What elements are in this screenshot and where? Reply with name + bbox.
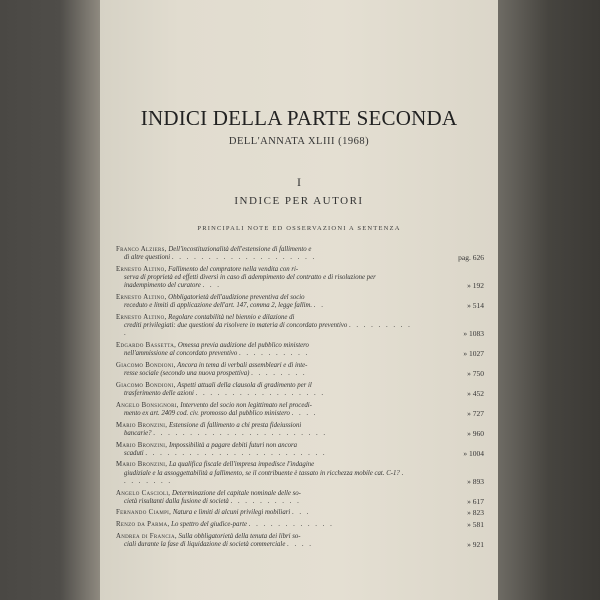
leader-dots: . . . . . . . . . . . . — [248, 521, 334, 529]
entry-title-cont: trasferimento delle azioni — [124, 390, 194, 398]
page-reference: » 823 — [467, 508, 484, 518]
entry-title-cont: receduto e limiti di applicazione dell'art. 147, comma 2, legge fallim. — [124, 302, 313, 310]
page-reference: » 1083 — [463, 329, 484, 339]
entry-title-cont: ciali durante la fase di liquidazione di società commerciale — [124, 541, 286, 549]
leader-dots: . . . — [202, 282, 221, 290]
index-entry — [116, 489, 484, 506]
index-subheading: PRINCIPALI NOTE ED OSSERVAZIONI A SENTENZA — [197, 225, 401, 232]
entry-title: Natura e limiti di alcuni privilegi mobiliari — [171, 509, 291, 517]
entry-title: Obbligatorietà dell'audizione preventiva del socio — [166, 294, 305, 302]
entry-title: Impossibilità a pagare debiti futuri non ancora — [167, 441, 298, 449]
entry-title: Intervento del socio non legittimato nel procedi- — [178, 401, 312, 409]
entry-title-cont: cietà risultanti dalla fusione di società — [124, 497, 229, 505]
index-entry — [116, 381, 484, 399]
entry-title-cont: di altre questioni — [124, 254, 171, 262]
leader-dots: . . . . . . . . . . . . . . . . . . . . . . . . — [153, 429, 328, 437]
leader-dots: . . — [313, 302, 325, 310]
index-entry — [116, 313, 484, 339]
index-entry — [116, 246, 484, 263]
author-name: Andrea di Francia, — [116, 532, 177, 540]
author-name: Edgardo Bassetta, — [116, 342, 177, 350]
page-reference: » 960 — [467, 428, 484, 438]
index-entry — [116, 265, 484, 291]
entry-title: Determinazione del capitale nominale delle so- — [170, 489, 301, 497]
entry-title-cont: resse sociale (secondo una nuova prospettiva) — [124, 370, 250, 378]
leader-dots: . . . . . . . . . . . . . . . . . . . . — [171, 254, 317, 262]
index-entry — [116, 532, 484, 550]
page-reference: » 514 — [467, 301, 484, 311]
author-name: Giacomo Bondioni, — [116, 381, 176, 389]
page-title: INDICI DELLA PARTE SECONDA — [140, 106, 458, 130]
author-name: Ernesto Altino, — [116, 265, 167, 273]
section-number: I — [297, 175, 301, 189]
author-name: Angelo Bonsignori, — [116, 401, 179, 409]
index-entry — [116, 401, 484, 418]
page-reference: » 581 — [467, 520, 484, 530]
page-reference: » 192 — [467, 281, 484, 291]
entry-title-cont: mento ex art. 2409 cod. civ. promosso dal pubblico ministero — [124, 409, 290, 417]
author-name: Ernesto Altino, — [116, 294, 167, 302]
index-entry — [116, 461, 484, 486]
entry-title-cont: crediti privilegiati: due questioni da risolvere in materia di concordato preventivo — [124, 322, 348, 330]
leader-dots: . . . — [291, 509, 311, 517]
author-index-list — [116, 246, 484, 553]
entry-title: Dell'incostituzionalità dell'estensione di fallimento e — [166, 246, 312, 253]
entry-title: Lo spettro del giudice-parte — [169, 521, 247, 529]
page-reference: » 617 — [467, 496, 484, 506]
entry-title: Omessa previa audizione del pubblico ministero — [176, 342, 309, 350]
entry-title-cont: serva di proprietà ed effetti diversi in caso di adempimento del contratto e di risoluzione per inadempimento del curatore — [124, 274, 376, 290]
page-reference: » 921 — [467, 540, 484, 550]
author-name: Mario Bronzini, — [116, 441, 168, 449]
entry-title: Fallimento del compratore nella vendita con ri- — [166, 265, 299, 273]
page-subtitle: DELL'ANNATA XLIII (1968) — [228, 136, 370, 147]
page-reference: » 1004 — [463, 448, 484, 458]
author-name: Mario Bronzini, — [116, 421, 168, 429]
index-entry — [116, 508, 484, 518]
index-entry — [116, 421, 484, 438]
leader-dots: . . . . . . . . . . . . . . . . . . — [195, 390, 326, 398]
author-name: Renzo da Parma, — [116, 521, 170, 529]
background-right — [498, 0, 600, 600]
index-entry — [116, 294, 484, 311]
leader-dots: . . . . — [287, 541, 313, 549]
leader-dots: . . . . . . . . — [124, 469, 406, 485]
entry-title-cont: scaduti — [124, 449, 144, 457]
leader-dots: . . . . . . . . . . — [230, 497, 301, 505]
author-name: Angelo Cascioli, — [116, 489, 171, 497]
page-reference: pag. 626 — [458, 253, 484, 263]
leader-dots: . . . . . . . . . . — [238, 350, 310, 358]
background-left — [0, 0, 100, 600]
entry-title: Regolare contabilità nel biennio e dilazione di — [166, 313, 295, 321]
author-name: Mario Bronzini, — [116, 461, 168, 469]
page-reference: » 727 — [467, 408, 484, 418]
leader-dots: . . . . . . . . . . . . . . . . . . . . . . . . . — [145, 449, 327, 457]
page-reference: » 893 — [467, 476, 484, 486]
index-entry — [116, 361, 484, 379]
entry-title-cont: nell'ammissione al concordato preventivo — [124, 350, 238, 358]
index-entry — [116, 441, 484, 458]
author-name: Ernesto Altino, — [116, 313, 167, 321]
entry-title: Sulla obbligatorietà della tenuta dei libri so- — [176, 532, 301, 540]
author-name: Fernando Ciampi, — [116, 509, 172, 517]
leader-dots: . . . . — [291, 409, 318, 417]
leader-dots: . . . . . . . . . . — [124, 322, 412, 338]
author-name: Giacomo Bondioni, — [116, 361, 176, 369]
author-name: Franco Alziers, — [116, 246, 167, 253]
page-reference: » 750 — [467, 369, 484, 379]
leader-dots: . . . . . . . . — [251, 370, 307, 378]
entry-title: La qualifica fiscale dell'impresa impedisce l'indagine — [167, 461, 315, 469]
entry-title: Estensione di fallimento a chi presta fideiussioni — [167, 421, 302, 429]
book-page — [100, 0, 498, 600]
entry-title-cont: giudiziale e la assoggettabilità a fallimento, se il contribuente è tassato in ricchezza mobile cat. C-1? — [124, 469, 400, 477]
entry-title: Aspetti attuali della clausola di gradimento per il — [175, 381, 312, 389]
index-entry — [116, 520, 484, 530]
page-reference: » 1027 — [463, 349, 484, 359]
page-reference: » 452 — [467, 389, 484, 399]
entry-title-cont: bancarie? — [124, 429, 152, 437]
entry-title: Ancora in tema di verbali assembleari e di inte- — [175, 361, 308, 369]
index-entry — [116, 342, 484, 359]
section-title: INDICE PER AUTORI — [234, 195, 364, 207]
